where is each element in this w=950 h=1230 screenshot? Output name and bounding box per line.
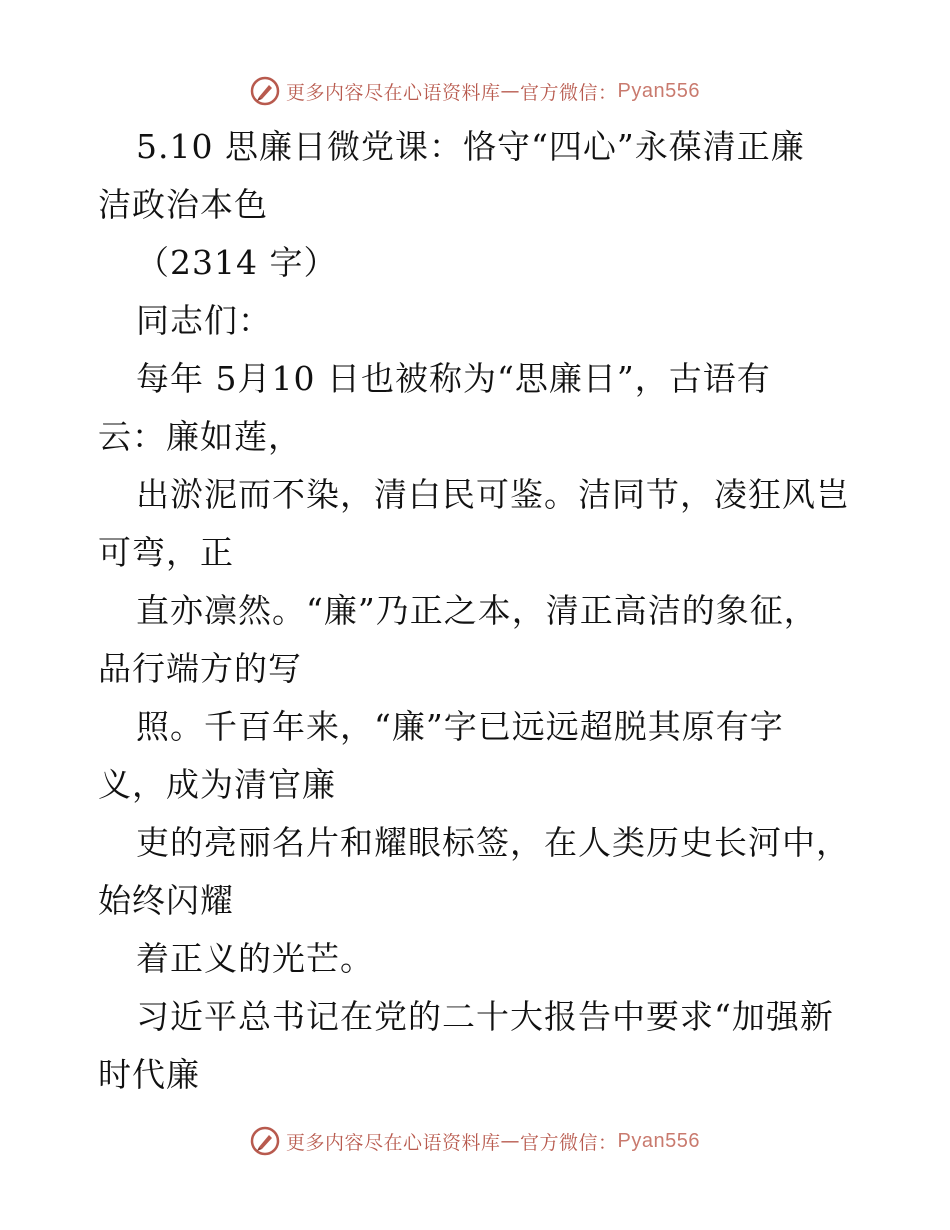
watermark-official: 官方微信： [520,1131,618,1154]
watermark-header [0,73,950,109]
document-body [98,118,858,1104]
watermark-text: 更多内容尽在心语资料库 [286,81,501,104]
doc-line: 直亦凛然。“廉”乃正之本，清正高洁的象征， [136,591,818,630]
watermark-wechat-id: Pyan556 [617,1129,700,1152]
pen-logo-icon [250,1126,280,1156]
doc-line: 品行端方的写 [98,649,302,688]
watermark-official: 官方微信： [520,81,618,104]
doc-line: 出淤泥而不染，清白民可鉴。洁同节，凌狂风岂 [136,475,850,514]
doc-line: 习近平总书记在党的二十大报告中要求“加强新 [136,997,834,1036]
doc-line: 着正义的光芒。 [136,939,374,978]
watermark-dash: — [500,1130,521,1152]
doc-line-salutation: 同志们： [136,301,272,340]
doc-line: 始终闪耀 [98,881,234,920]
doc-line: 时代廉 [98,1055,200,1094]
watermark-wechat-id: Pyan556 [617,79,700,102]
watermark-footer [0,1123,950,1159]
watermark-dash: — [500,80,521,102]
doc-line: 云：廉如莲， [98,417,302,456]
doc-line: 每年 5月10 日也被称为“思廉日”，古语有 [136,359,771,398]
doc-line: 义，成为清官廉 [98,765,336,804]
doc-line-word-count: （2314 字） [136,243,338,282]
doc-line: 照。千百年来，“廉”字已远远超脱其原有字 [136,707,784,746]
watermark-text: 更多内容尽在心语资料库 [286,1131,501,1154]
doc-line: 可弯，正 [98,533,234,572]
doc-line: 吏的亮丽名片和耀眼标签，在人类历史长河中， [136,823,850,862]
pen-logo-icon [250,76,280,106]
doc-line-title-1: 5.10 思廉日微党课：恪守“四心”永葆清正廉 [136,127,805,166]
doc-line-title-2: 洁政治本色 [98,185,268,224]
